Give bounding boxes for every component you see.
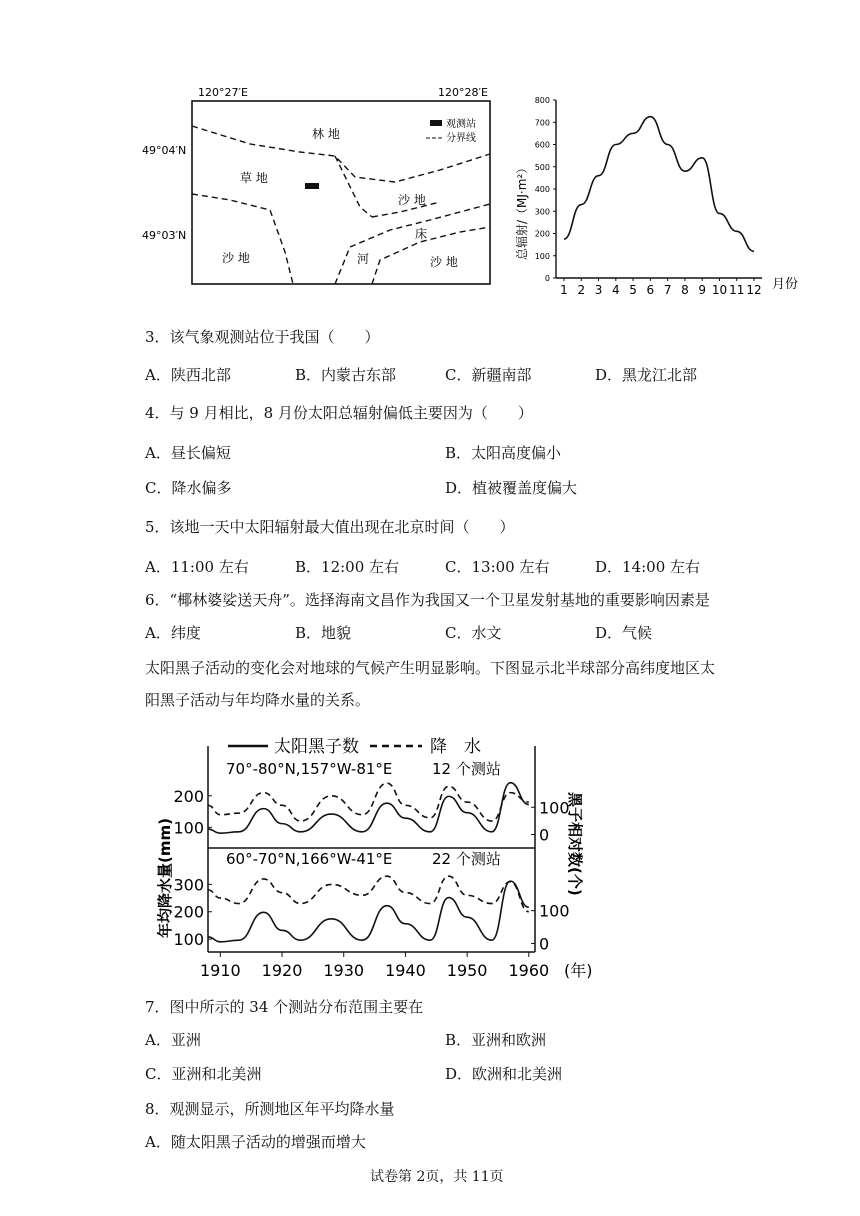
rad-xtick-label: 10 xyxy=(711,283,728,297)
ss-right-tick-label: 100 xyxy=(539,798,570,818)
rad-xtick-label: 6 xyxy=(646,283,655,297)
map-label-forest: 林 地 xyxy=(312,127,340,141)
ss-xtick-label: 1950 xyxy=(446,961,488,980)
land-map-figure xyxy=(140,82,500,290)
map-lon-right: 120°28′E xyxy=(438,86,488,99)
rad-xtick-label: 5 xyxy=(629,283,637,297)
q6-option-a[interactable]: A．纬度 xyxy=(145,624,201,642)
station-marker xyxy=(305,183,319,189)
ss-left-tick-label: 200 xyxy=(173,902,204,922)
ss-right-tick-label: 0 xyxy=(539,825,550,845)
q5-option-c[interactable]: C．13:00 左右 xyxy=(445,558,550,576)
q8-option-a[interactable]: A．随太阳黑子活动的增强而增大 xyxy=(145,1133,366,1151)
ss-left-tick-label: 200 xyxy=(173,786,204,806)
rad-ytick-label: 100 xyxy=(534,251,550,261)
panel1-sunspot-line xyxy=(208,783,529,833)
ss-left-tick-label: 100 xyxy=(173,930,204,950)
q5-option-a[interactable]: A．11:00 左右 xyxy=(145,558,249,576)
rad-ytick-label: 0 xyxy=(544,274,550,283)
q5-option-d[interactable]: D．14:00 左右 xyxy=(595,558,701,576)
q7-option-b[interactable]: B．亚洲和欧洲 xyxy=(445,1031,547,1049)
map-label-sand-mid: 沙 地 xyxy=(398,193,426,207)
rad-xtick-label: 3 xyxy=(594,283,603,297)
rad-xticks xyxy=(560,278,761,297)
q6-stem: 6．“椰林婆娑送天舟”。选择海南文昌作为我国又一个卫星发射基地的重要影响因素是 xyxy=(145,591,710,609)
ss-xtick-label: 1930 xyxy=(323,961,365,980)
rad-ytick-label: 500 xyxy=(534,162,550,172)
rad-ytick-label: 600 xyxy=(534,140,550,150)
ss-right-tick-label: 100 xyxy=(539,901,570,921)
q7-option-d[interactable]: D．欧洲和北美洲 xyxy=(445,1065,563,1083)
map-label-grass: 草 地 xyxy=(240,171,268,185)
ss-xtick-label: 1940 xyxy=(385,961,426,980)
q6-option-d[interactable]: D．气候 xyxy=(595,624,653,642)
panel2-region: 60°-70°N,166°W-41°E xyxy=(226,850,393,868)
radiation-line-chart xyxy=(510,88,810,310)
rad-ytick-label: 300 xyxy=(534,207,550,217)
passage-line-1: 太阳黑子活动的变化会对地球的气候产生明显影响。下图显示北半球部分高纬度地区太 xyxy=(145,659,716,677)
q5-option-b[interactable]: B．12:00 左右 xyxy=(295,558,400,576)
q4-option-a[interactable]: A．昼长偏短 xyxy=(145,444,231,462)
q4-option-d[interactable]: D．植被覆盖度偏大 xyxy=(445,479,578,497)
panel1-region: 70°-80°N,157°W-81°E xyxy=(226,760,393,778)
map-label-river: 河 xyxy=(357,252,370,266)
rad-xtick-label: 8 xyxy=(681,283,689,297)
rad-xtick-label: 1 xyxy=(560,283,568,297)
q3-option-d[interactable]: D．黑龙江北部 xyxy=(595,366,698,384)
ss-xtick-label: 1960 xyxy=(508,961,550,980)
rad-ytick-label: 700 xyxy=(534,118,550,128)
q8-stem: 8．观测显示，所测地区年平均降水量 xyxy=(145,1100,395,1118)
q5-stem: 5．该地一天中太阳辐射最大值出现在北京时间（ ） xyxy=(145,518,515,536)
q4-option-b[interactable]: B．太阳高度偏小 xyxy=(445,444,562,462)
q4-option-c[interactable]: C．降水偏多 xyxy=(145,479,232,497)
panel2-sunspot-line xyxy=(208,881,529,942)
legend-sunspot-label: 太阳黑子数 xyxy=(274,737,359,757)
ss-right-tick-label: 0 xyxy=(539,934,550,954)
map-lat-top: 49°04′N xyxy=(142,144,187,157)
rad-xtick-label: 4 xyxy=(611,283,620,297)
panel1-precip-line xyxy=(208,783,529,821)
ss-left-tick-label: 100 xyxy=(173,818,204,838)
rad-axes xyxy=(556,100,762,278)
rad-xtick-label: 12 xyxy=(746,283,762,297)
rad-ylabel: 总辐射/（MJ·m²） xyxy=(515,161,529,260)
q6-option-b[interactable]: B．地貌 xyxy=(295,624,352,642)
panel2-precip-line xyxy=(208,876,529,912)
page-footer: 试卷第 2页，共 11页 xyxy=(370,1169,504,1185)
rad-xlabel: 月份 xyxy=(772,277,799,292)
sunspot-precip-chart xyxy=(150,728,620,990)
ss-xtick-label: 1910 xyxy=(199,961,241,980)
q6-option-c[interactable]: C．水文 xyxy=(445,624,502,642)
ss-ylabel-right: 黑子相对数(个) xyxy=(566,792,584,896)
rad-ytick-label: 200 xyxy=(534,229,550,239)
rad-series-line xyxy=(564,117,754,252)
q7-option-a[interactable]: A．亚洲 xyxy=(145,1031,201,1049)
map-label-sand-left: 沙 地 xyxy=(222,251,250,265)
ss-ticks xyxy=(173,787,569,980)
rad-ytick-label: 400 xyxy=(534,185,550,194)
legend-boundary-label: 分界线 xyxy=(446,133,476,144)
q7-stem: 7．图中所示的 34 个测站分布范围主要在 xyxy=(145,998,424,1016)
map-lon-left: 120°27′E xyxy=(198,86,248,99)
rad-xtick-label: 7 xyxy=(663,283,672,297)
rad-xtick-label: 9 xyxy=(698,283,707,297)
legend-station-icon xyxy=(430,120,442,126)
ss-ylabel-left: 年均降水量(mm) xyxy=(156,818,174,938)
rad-xtick-label: 11 xyxy=(729,283,745,297)
map-label-sand-right: 沙 地 xyxy=(430,255,458,269)
q3-stem: 3．该气象观测站位于我国（ ） xyxy=(145,328,380,346)
rad-xtick-label: 2 xyxy=(577,283,586,297)
rad-yticks xyxy=(535,96,556,283)
panel1-stations: 12 个测站 xyxy=(432,760,501,778)
q7-option-c[interactable]: C．亚洲和北美洲 xyxy=(145,1065,262,1083)
map-lat-bottom: 49°03′N xyxy=(142,229,187,242)
q3-option-a[interactable]: A．陕西北部 xyxy=(145,366,231,384)
ss-xlabel-unit: (年) xyxy=(564,961,593,980)
ss-left-tick-label: 300 xyxy=(173,875,204,895)
passage-line-2: 阳黑子活动与年均降水量的关系。 xyxy=(145,691,371,709)
legend-precip-label: 降 水 xyxy=(430,737,481,757)
q3-option-b[interactable]: B．内蒙古东部 xyxy=(295,366,397,384)
q4-stem: 4．与 9 月相比，8 月份太阳总辐射偏低主要因为（ ） xyxy=(145,404,533,422)
map-label-bed: 床 xyxy=(415,227,428,241)
q3-option-c[interactable]: C．新疆南部 xyxy=(445,366,532,384)
ss-xtick-label: 1920 xyxy=(261,961,303,980)
panel2-stations: 22 个测站 xyxy=(432,850,501,868)
rad-ytick-label: 800 xyxy=(534,96,550,105)
legend-station-label: 观测站 xyxy=(446,119,476,130)
